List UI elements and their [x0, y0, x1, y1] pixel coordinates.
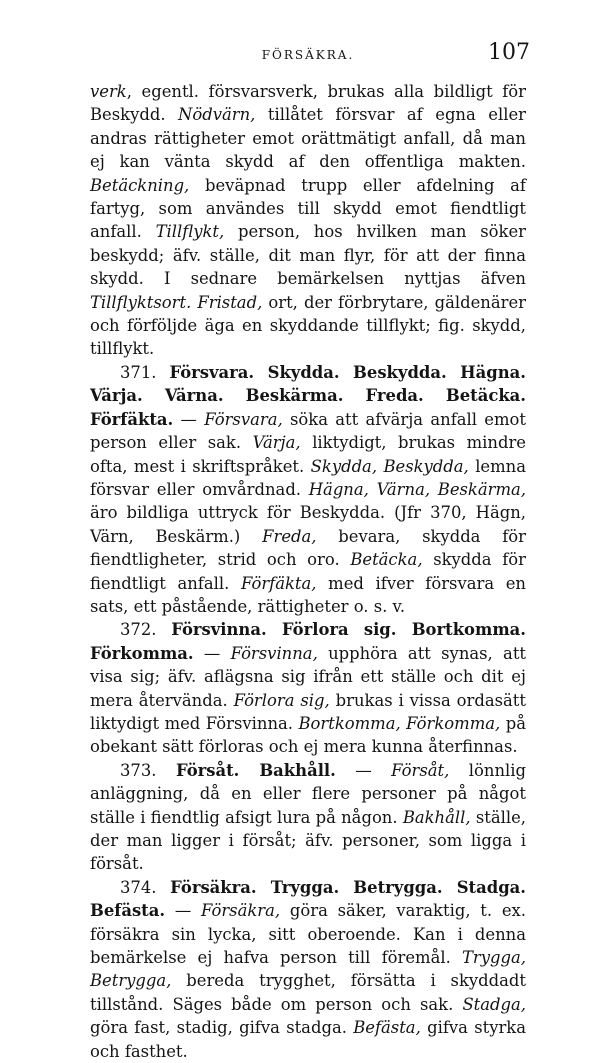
text-run: 374. [120, 877, 171, 897]
italic-term: Tillflykt, [155, 222, 225, 242]
text-run: göra fast, stadig, gifva stadga. [90, 1018, 354, 1038]
italic-term: Försäkra, [201, 901, 281, 921]
italic-term: Tillflyktsort. [90, 292, 192, 312]
text-run: 372. [120, 620, 172, 640]
text-run: — [165, 901, 201, 921]
italic-term: verk [90, 82, 127, 101]
italic-term: Försvara, [204, 409, 283, 429]
text-run: göra säker, varaktig, t. ex. försäkra sin lycka, sitt oberoende. Kan i denna bemärkelse ej hafva person till föremål. [90, 901, 526, 968]
text-run: tillåtet försvar af egna eller andras rättigheter emot orättmätigt anfall, då man ej kan vänta skydd af den offentliga makten. [90, 105, 526, 172]
text-run: bereda trygghet, försätta i skyddadt tillstånd. Säges både om person och sak. [90, 971, 526, 1014]
text-run: lönnlig anläggning, då en eller flere personer på något ställe i fiendtlig afsigt lura på någon. [90, 760, 526, 827]
text-run: — [335, 760, 392, 780]
italic-term: Bakhåll, [402, 807, 471, 827]
text-run: ställe, der man ligger i försåt; äfv. personer, som ligga i försåt. [90, 807, 526, 874]
text-run: med ifver försvara en sats, ett påstående, rättigheter o. s. v. [90, 573, 526, 616]
italic-term: Hägna, Värna, Beskärma, [308, 479, 526, 499]
italic-term: Freda, [262, 526, 317, 546]
text-run: — [193, 643, 231, 663]
italic-term: Försåt, [391, 760, 450, 780]
entry-373 [90, 759, 526, 876]
italic-term: Bortkomma, Förkomma, [298, 713, 501, 733]
text-run: — [173, 409, 205, 429]
italic-term: Försvinna, [230, 643, 318, 663]
bold-headword: Försvara. Skydda. Beskydda. Hägna. Värja. Värna. Beskärma. Freda. Betäcka. Förfäkta. [90, 362, 526, 429]
italic-term: Stadga, [462, 994, 526, 1014]
text-run: person, hos hvilken man söker beskydd; äfv. ställe, dit man flyr, för att der finna skydd. I sednare bemärkelsen nyttjas äfven [90, 222, 526, 289]
text-run: på obekant sätt förloras och ej mera kunna återfinnas. [90, 713, 526, 757]
page-header [0, 38, 616, 68]
running-title: FÖRSÄKRA. [261, 48, 355, 62]
text-run: lemna försvar eller omvårdnad. [90, 456, 527, 499]
text-run: beväpnad trupp eller afdelning af fartyg, som användes till skydd emot fiendtligt anfall. [90, 175, 526, 242]
italic-term: Befästa, [353, 1018, 421, 1038]
italic-term: Fristad, [197, 292, 263, 312]
italic-term: Förlora sig, [233, 690, 330, 710]
text-run: liktydigt, brukas mindre ofta, mest i skriftspråket. [90, 433, 526, 476]
italic-term: Betäcka, [350, 550, 423, 570]
text-run: brukas i vissa ordasätt liktydigt med Försvinna. [90, 690, 526, 733]
italic-term: Betäckning, [90, 175, 190, 195]
entry-372 [90, 618, 526, 758]
body-text [90, 80, 526, 1063]
text-run: bevara, skydda för fiendtligheter, strid och oro. [90, 526, 526, 570]
italic-term: Trygga, Betrygga, [90, 948, 526, 991]
italic-term: Förfäkta, [240, 573, 317, 593]
text-run: gifva styrka och fasthet. [90, 1018, 526, 1061]
text-run: upphöra att synas, att visa sig; äfv. aflägsna sig ifrån ett ställe och dit ej mera återvända. [90, 643, 526, 710]
paragraph-continuation [90, 80, 526, 361]
entry-371 [90, 361, 526, 618]
page-number: 107 [488, 40, 530, 65]
bold-headword: Försäkra. Trygga. Betrygga. Stadga. Befästa. [90, 877, 526, 921]
bold-headword: Försåt. Bakhåll. [175, 760, 336, 780]
text-run: , egentl. försvarsverk, brukas alla bildligt för Beskydd. [90, 82, 526, 125]
italic-term: Värja, [252, 433, 301, 453]
text-run: äro bildliga uttryck för Beskydda. (Jfr 370, Hägn, Värn, Beskärm.) [90, 503, 526, 546]
text-run: söka att afvärja anfall emot person eller sak. [90, 409, 527, 453]
italic-term: Skydda, Beskydda, [310, 456, 469, 476]
text-run: ort, der förbrytare, gäldenärer och förföljde äga en skyddande tillflykt; fig. skydd, tillflykt. [90, 292, 526, 359]
text-run: 371. [120, 362, 170, 382]
text-run: skydda för fiendtligt anfall. [90, 550, 526, 593]
italic-term: Nödvärn, [178, 105, 256, 125]
entry-374 [90, 876, 526, 1063]
text-run: 373. [120, 760, 176, 780]
bold-headword: Försvinna. Förlora sig. Bortkomma. Förkomma. [90, 620, 526, 663]
